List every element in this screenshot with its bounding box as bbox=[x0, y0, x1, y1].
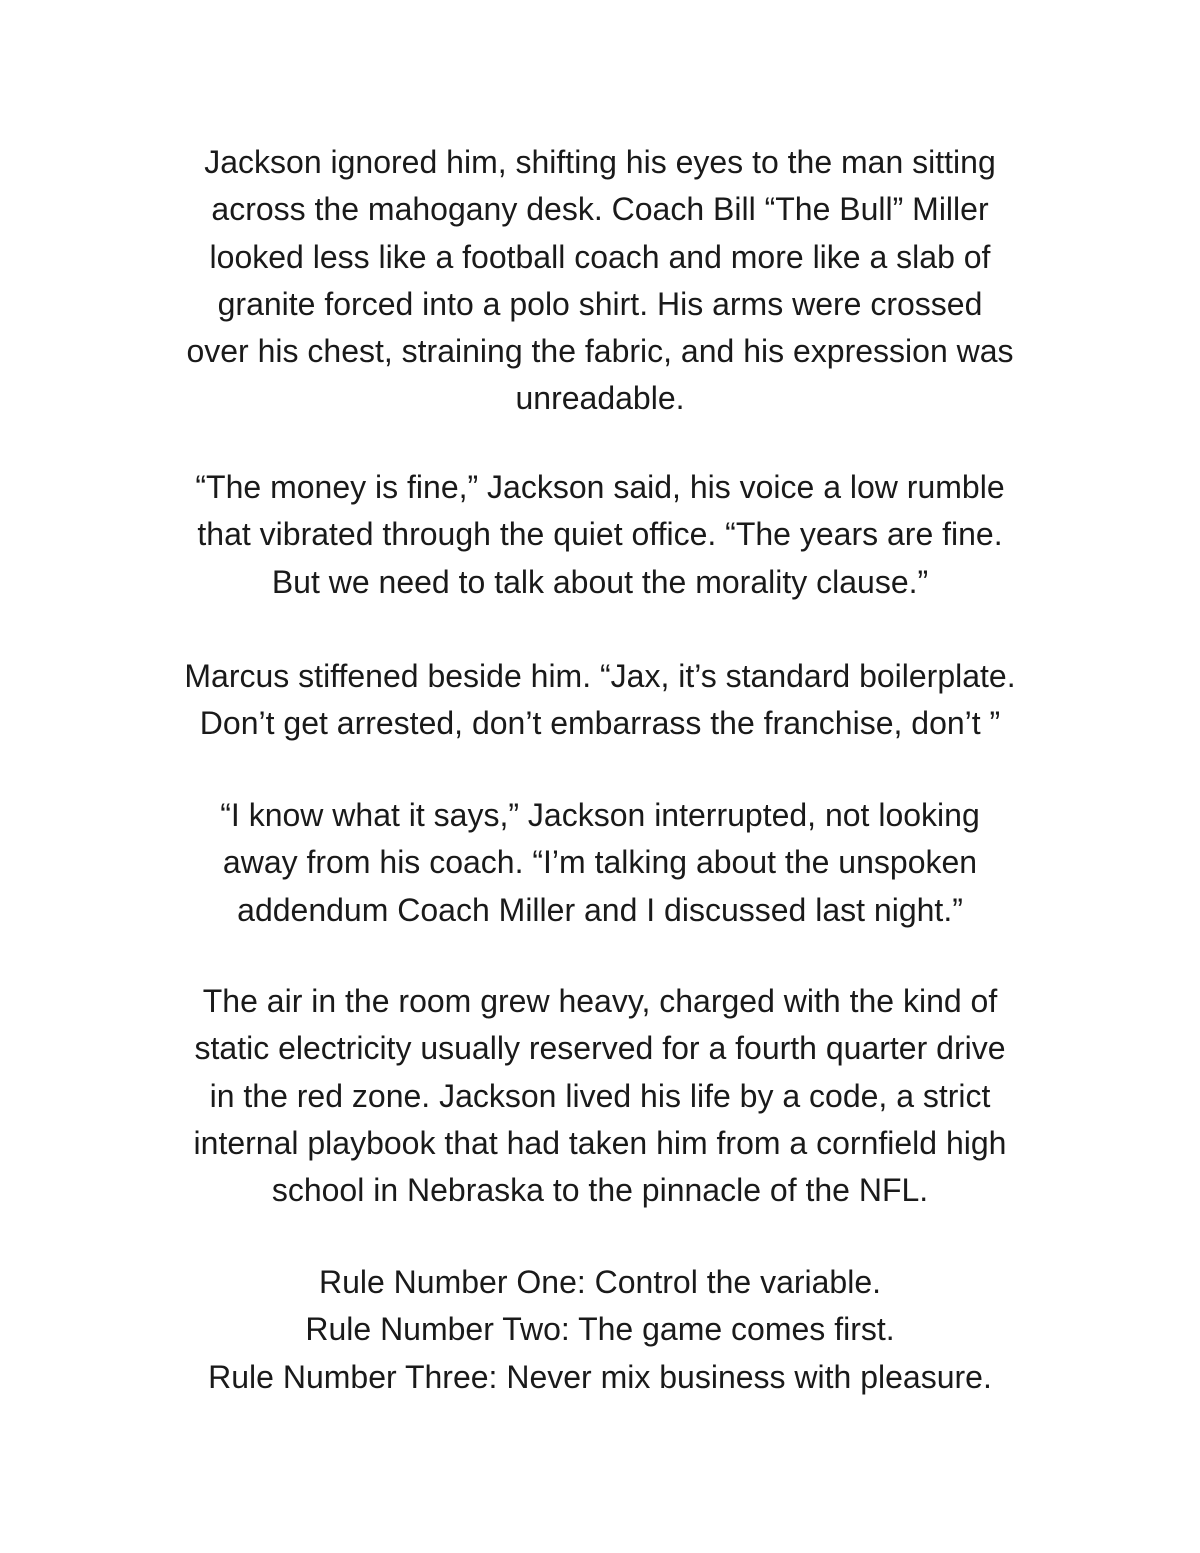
text-line: granite forced into a polo shirt. His arms were crossed bbox=[217, 285, 983, 322]
text-line: “The money is fine,” Jackson said, his voice a low rumble bbox=[195, 469, 1005, 505]
text-line: The air in the room grew heavy, charged with the kind of bbox=[202, 983, 998, 1019]
text-line: over his chest, straining the fabric, and his expression was bbox=[186, 333, 1014, 370]
text-line: static electricity usually reserved for a fourth quarter drive bbox=[194, 1030, 1006, 1067]
text-line: in the red zone. Jackson lived his life by a code, a strict bbox=[209, 1077, 991, 1114]
paragraph-money-is-fine bbox=[100, 464, 1100, 606]
text-line: Jackson ignored him, shifting his eyes to the man sitting bbox=[204, 144, 996, 180]
text-line: Don’t get arrested, don’t embarrass the franchise, don’t ” bbox=[199, 705, 1001, 742]
text-line: But we need to talk about the morality clause.” bbox=[271, 563, 929, 600]
text-line: across the mahogany desk. Coach Bill “The Bull” Miller bbox=[211, 191, 989, 228]
paragraph-i-know-what-it-says bbox=[100, 792, 1100, 934]
paragraph-rules bbox=[100, 1259, 1100, 1401]
text-line: away from his coach. “I’m talking about the unspoken bbox=[222, 844, 978, 881]
paragraph-air-grew-heavy bbox=[100, 978, 1100, 1214]
rule-line-three: Rule Number Three: Never mix business with pleasure. bbox=[208, 1358, 992, 1395]
rule-line-one: Rule Number One: Control the variable. bbox=[318, 1264, 882, 1300]
text-line: that vibrated through the quiet office. “The years are fine. bbox=[197, 516, 1003, 553]
text-line: looked less like a football coach and more like a slab of bbox=[209, 238, 991, 275]
text-line: Marcus stiffened beside him. “Jax, it’s standard boilerplate. bbox=[184, 658, 1016, 694]
paragraph-jackson-ignored bbox=[100, 139, 1100, 423]
text-line: addendum Coach Miller and I discussed last night.” bbox=[237, 891, 963, 928]
rule-line-two: Rule Number Two: The game comes first. bbox=[305, 1311, 895, 1348]
text-line: “I know what it says,” Jackson interrupted, not looking bbox=[220, 797, 980, 833]
text-line: internal playbook that had taken him from a cornfield high bbox=[193, 1124, 1007, 1161]
text-line: unreadable. bbox=[515, 380, 685, 417]
text-line: school in Nebraska to the pinnacle of the NFL. bbox=[271, 1172, 929, 1209]
paragraph-marcus-stiffened bbox=[100, 653, 1100, 748]
